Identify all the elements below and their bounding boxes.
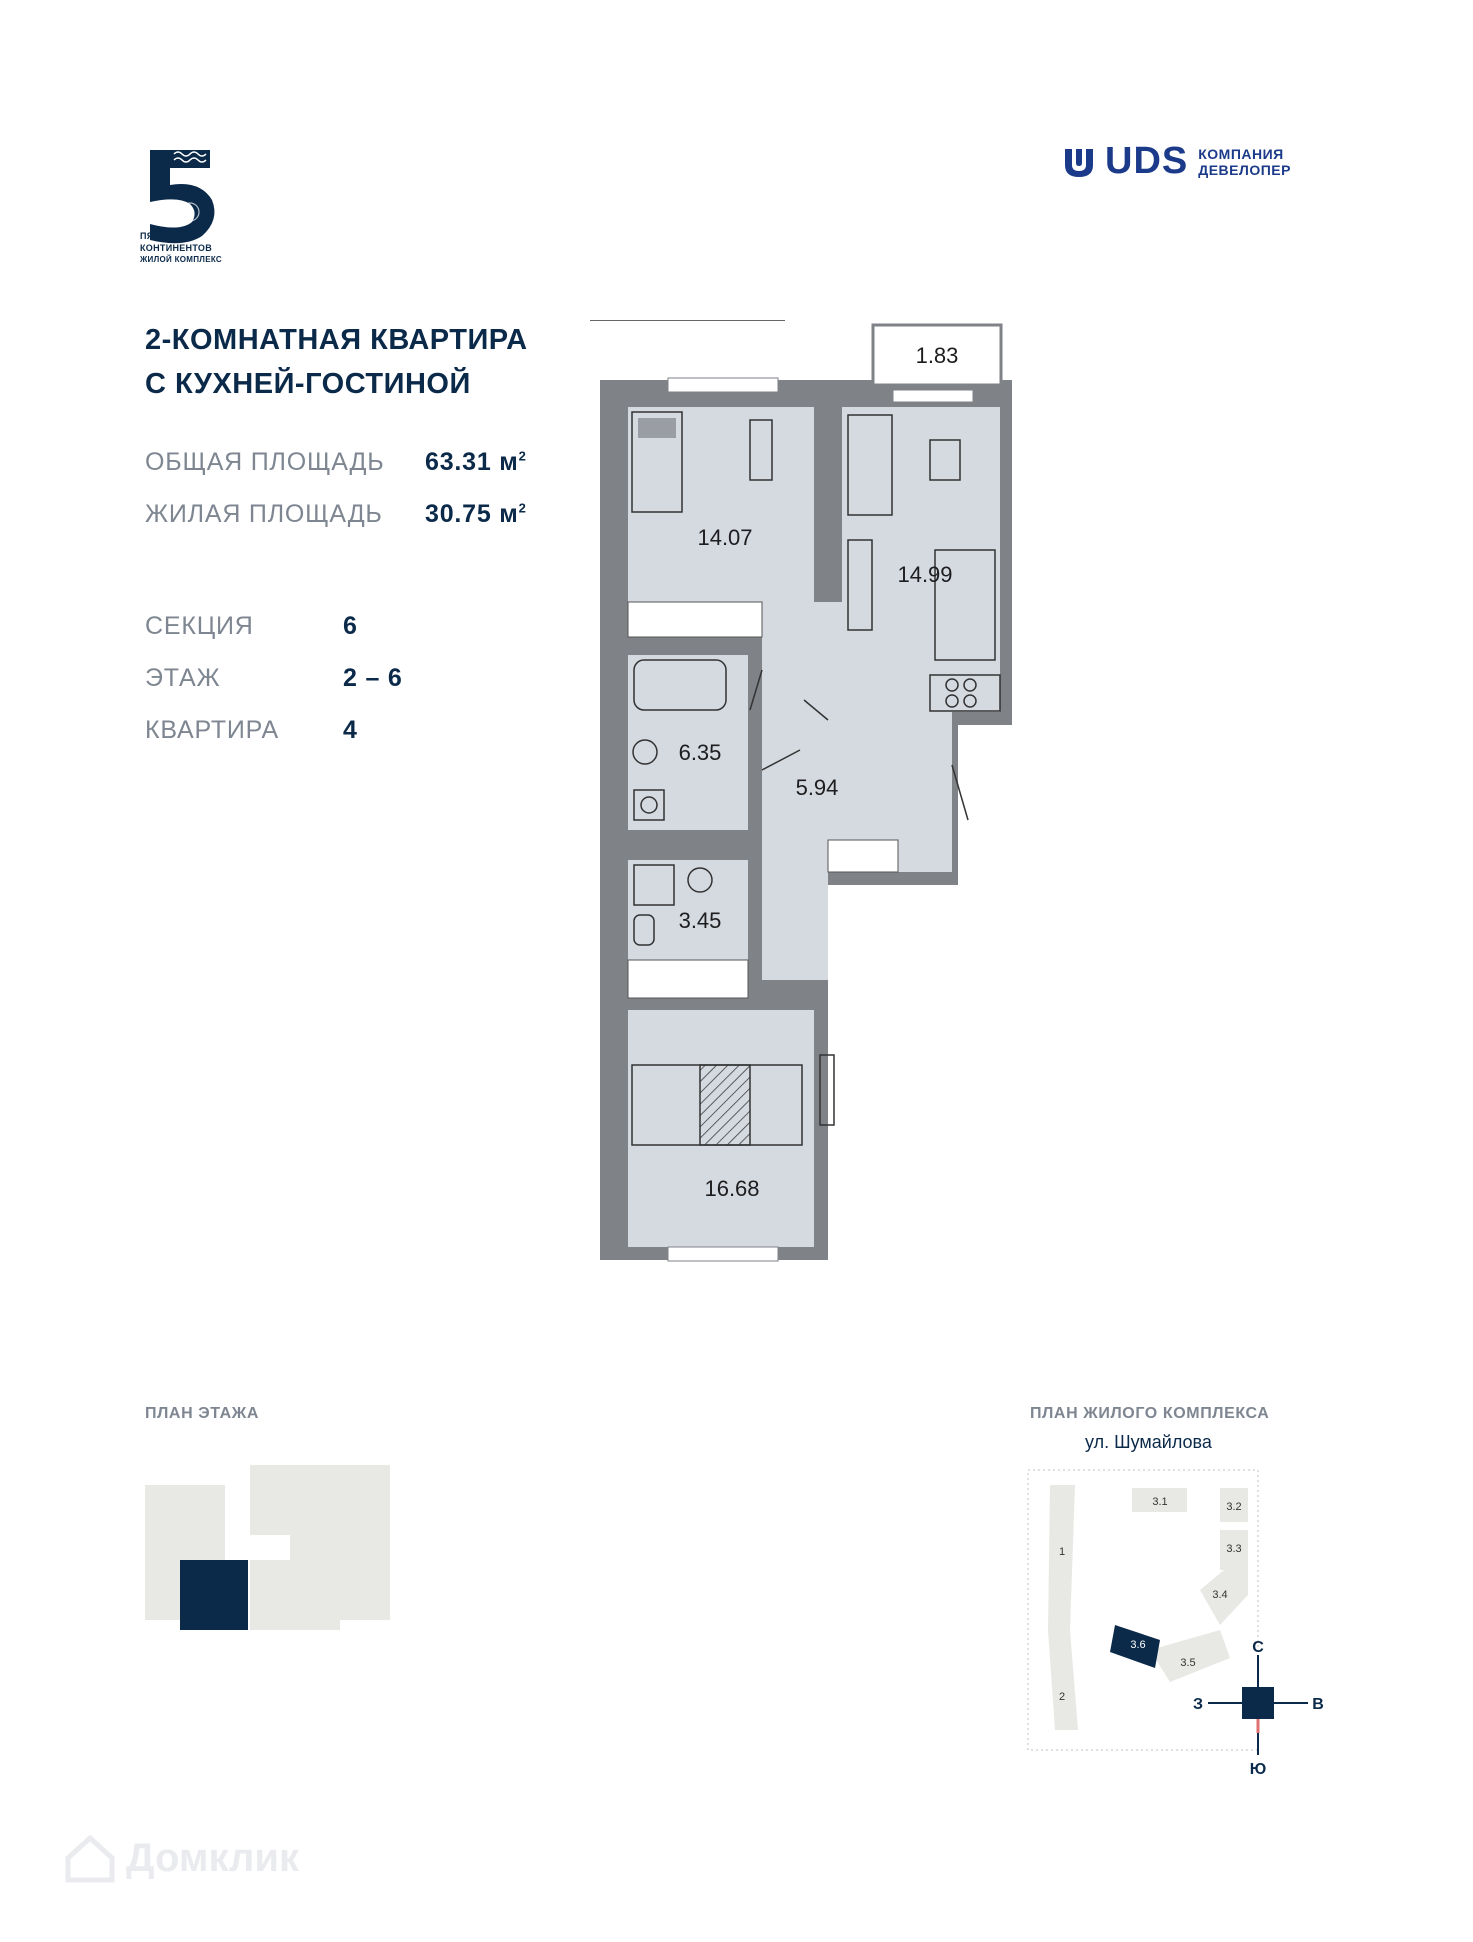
room-area-bedroom1: 14.07 bbox=[697, 525, 753, 550]
room-area-kitchen: 14.99 bbox=[897, 562, 953, 587]
title-line: С КУХНЕЙ-ГОСТИНОЙ bbox=[145, 368, 471, 400]
total-area-value bbox=[425, 448, 527, 477]
compass-south: Ю bbox=[1249, 1761, 1267, 1778]
title-line: 2-КОМНАТНАЯ КВАРТИРА bbox=[145, 324, 528, 356]
room-hall bbox=[762, 602, 952, 872]
apartment-plan bbox=[590, 320, 1030, 1270]
building-label: 1 bbox=[1058, 1546, 1066, 1558]
wardrobe bbox=[628, 602, 762, 637]
developer-sub-line: ДЕВЕЛОПЕР bbox=[1198, 161, 1291, 178]
living-area-label: ЖИЛАЯ ПЛОЩАДЬ bbox=[145, 500, 383, 528]
section-label: СЕКЦИЯ bbox=[145, 612, 254, 640]
living-area-number: 30.75 м bbox=[425, 500, 519, 528]
plan-rooms bbox=[628, 407, 1000, 1247]
wardrobe bbox=[828, 840, 898, 872]
compass-east: В bbox=[1312, 1696, 1324, 1713]
apartment-title bbox=[145, 318, 528, 406]
logo-line: ЖИЛОЙ КОМПЛЕКС bbox=[140, 255, 223, 264]
uds-mark-icon bbox=[1063, 145, 1095, 179]
building-label: 3.3 bbox=[1226, 1543, 1242, 1555]
site-plan-caption: ПЛАН ЖИЛОГО КОМПЛЕКСА bbox=[1030, 1405, 1270, 1422]
building-label: 3.5 bbox=[1180, 1657, 1196, 1669]
room-area-balcony: 1.83 bbox=[915, 343, 959, 368]
compass-west: З bbox=[1192, 1696, 1204, 1713]
compass-north: С bbox=[1252, 1639, 1264, 1656]
building-label: 3.2 bbox=[1226, 1501, 1242, 1513]
wardrobe bbox=[628, 960, 748, 998]
developer-subtitle bbox=[1198, 146, 1291, 178]
floor-plan-thumbnail bbox=[140, 1460, 400, 1660]
room-area-bedroom2: 16.68 bbox=[704, 1176, 760, 1201]
building-label: 3.6 bbox=[1130, 1639, 1146, 1651]
complex-logo-text bbox=[140, 230, 222, 266]
apartment-number-value: 4 bbox=[343, 716, 358, 744]
total-area-label: ОБЩАЯ ПЛОЩАДЬ bbox=[145, 448, 385, 476]
developer-logo bbox=[1063, 140, 1291, 183]
room-area-hall: 5.94 bbox=[795, 775, 839, 800]
logo-line: ПЯТЬ bbox=[140, 231, 167, 241]
floor-plan-caption: ПЛАН ЭТАЖА bbox=[145, 1405, 259, 1422]
floor-value: 2 – 6 bbox=[343, 664, 403, 692]
total-area-number: 63.31 м bbox=[425, 448, 519, 476]
house-icon bbox=[62, 1830, 118, 1886]
section-value: 6 bbox=[343, 612, 358, 640]
room-area-bathroom: 6.35 bbox=[678, 740, 722, 765]
building-label: 2 bbox=[1058, 1691, 1066, 1703]
unit-superscript: 2 bbox=[518, 448, 527, 464]
section-row bbox=[145, 612, 358, 641]
apartment-number-row bbox=[145, 716, 358, 745]
site-plan bbox=[1020, 1430, 1340, 1780]
apartment-number-label: КВАРТИРА bbox=[145, 716, 279, 744]
building-label: 3.1 bbox=[1152, 1496, 1168, 1508]
total-area-row bbox=[145, 448, 527, 477]
living-area-row bbox=[145, 500, 527, 529]
unit-superscript: 2 bbox=[518, 500, 527, 516]
developer-sub-line: КОМПАНИЯ bbox=[1198, 145, 1284, 162]
logo-line: КОНТИНЕНТОВ bbox=[140, 243, 213, 253]
street-name: ул. Шумайлова bbox=[1085, 1432, 1212, 1452]
watermark bbox=[62, 1830, 299, 1886]
building-label: 3.4 bbox=[1212, 1589, 1228, 1601]
developer-name: UDS bbox=[1105, 140, 1189, 182]
floor-row bbox=[145, 664, 403, 693]
living-area-value bbox=[425, 500, 527, 529]
room-area-wc: 3.45 bbox=[678, 908, 722, 933]
current-section-marker bbox=[180, 1560, 248, 1630]
watermark-text: Домклик bbox=[126, 1835, 300, 1880]
room-hall-corridor bbox=[762, 872, 828, 980]
floor-label: ЭТАЖ bbox=[145, 664, 221, 692]
